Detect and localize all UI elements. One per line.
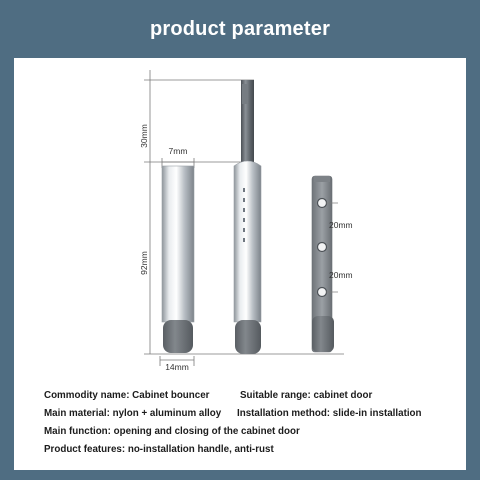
screw-hole bbox=[318, 199, 327, 208]
dim-label-92mm: 92mm bbox=[139, 251, 149, 275]
spec-suitable-range: Suitable range: cabinet door bbox=[240, 390, 373, 401]
bouncer-extended bbox=[234, 80, 261, 354]
footer-band bbox=[0, 470, 480, 480]
page-title: product parameter bbox=[149, 17, 331, 40]
screw-hole bbox=[318, 288, 327, 297]
dim-label-7mm: 7mm bbox=[168, 146, 188, 156]
dim-label-20mm-lower: 20mm bbox=[329, 270, 353, 280]
bouncer-cap bbox=[235, 320, 261, 354]
spec-commodity-name: Commodity name: Cabinet bouncer bbox=[44, 390, 210, 401]
product-panel bbox=[14, 58, 466, 470]
product-drawing bbox=[14, 58, 466, 378]
spec-product-features: Product features: no-installation handle, anti-rust bbox=[44, 444, 274, 455]
dim-label-30mm: 30mm bbox=[139, 124, 149, 148]
screw-hole bbox=[318, 243, 327, 252]
spec-main-function: Main function: opening and closing of the cabinet door bbox=[44, 426, 300, 437]
spec-main-material: Main material: nylon + aluminum alloy bbox=[44, 408, 222, 419]
dim-label-14mm: 14mm bbox=[165, 362, 189, 372]
mounting-strip bbox=[312, 176, 338, 352]
bouncer-retracted bbox=[162, 166, 194, 353]
dim-label-20mm-upper: 20mm bbox=[329, 220, 353, 230]
spec-installation-method: Installation method: slide-in installation bbox=[237, 408, 422, 419]
header-banner bbox=[0, 0, 480, 58]
bouncer-cap bbox=[163, 320, 193, 353]
